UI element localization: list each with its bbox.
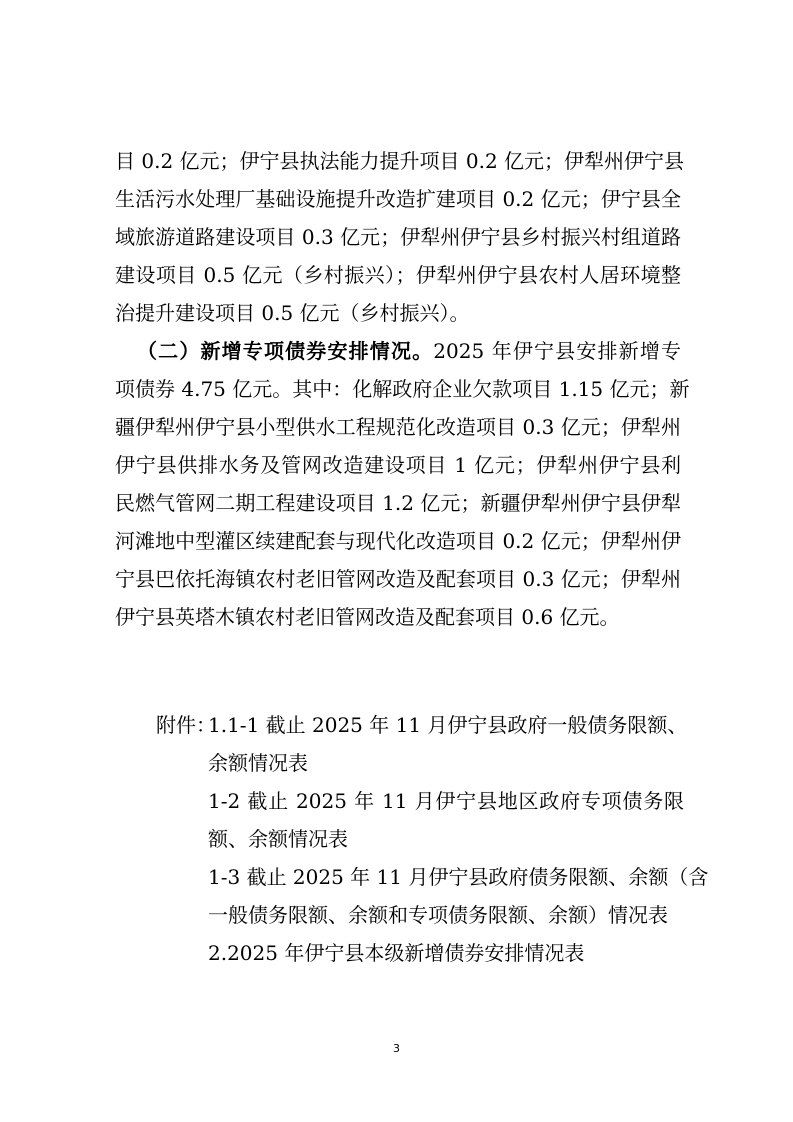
attachment-item-4-title: 2.2025 年伊宁县本级新增债券安排情况表 <box>208 941 585 965</box>
attachments-label: 附件： <box>156 713 216 737</box>
paragraph-1-line: 目 0.2 亿元；伊宁县执法能力提升项目 0.2 亿元；伊犁州伊宁县 <box>115 149 685 173</box>
attachment-item-1-title-cont: 余额情况表 <box>208 751 308 775</box>
attachment-item-2-title-cont: 额、余额情况表 <box>208 827 348 851</box>
page-number: 3 <box>393 1042 400 1055</box>
paragraph-2-line: 伊宁县英塔木镇农村老旧管网改造及配套项目 0.6 亿元。 <box>115 605 620 629</box>
paragraph-1-line: 域旅游道路建设项目 0.3 亿元；伊犁州伊宁县乡村振兴村组道路 <box>115 225 681 249</box>
section-heading: （二）新增专项债券安排情况。 <box>137 339 434 363</box>
paragraph-2-line: 民燃气管网二期工程建设项目 1.2 亿元；新疆伊犁州伊宁县伊犁 <box>115 491 681 515</box>
paragraph-2-line: 河滩地中型灌区续建配套与现代化改造项目 0.2 亿元；伊犁州伊 <box>115 529 681 553</box>
paragraph-1-line: 建设项目 0.5 亿元（乡村振兴）；伊犁州伊宁县农村人居环境整 <box>115 263 681 287</box>
paragraph-2-line: 项债券 4.75 亿元。其中：化解政府企业欠款项目 1.15 亿元；新 <box>115 377 690 401</box>
attachment-item-3-title: 1-3 截止 2025 年 11 月伊宁县政府债务限额、余额（含 <box>208 865 709 889</box>
paragraph-2-line: 疆伊犁州伊宁县小型供水工程规范化改造项目 0.3 亿元；伊犁州 <box>115 415 681 439</box>
paragraph-2-line: 伊宁县供排水务及管网改造建设项目 1 亿元；伊犁州伊宁县利 <box>115 453 681 477</box>
paragraph-1-line: 生活污水处理厂基础设施提升改造扩建项目 0.2 亿元；伊宁县全 <box>115 187 681 211</box>
paragraph-2-line: 宁县巴依托海镇农村老旧管网改造及配套项目 0.3 亿元；伊犁州 <box>115 567 681 591</box>
paragraph-2-first-line <box>137 339 681 363</box>
attachment-item-3-title-cont: 一般债务限额、余额和专项债务限额、余额）情况表 <box>208 903 668 927</box>
paragraph-1-line: 治提升建设项目 0.5 亿元（乡村振兴）。 <box>115 301 470 325</box>
paragraph-2-first-line-text: 2025 年伊宁县安排新增专 <box>433 339 681 363</box>
attachment-item-1-title: 1.1-1 截止 2025 年 11 月伊宁县政府一般债务限额、 <box>208 713 688 737</box>
attachment-item-2-title: 1-2 截止 2025 年 11 月伊宁县地区政府专项债务限 <box>208 789 684 813</box>
